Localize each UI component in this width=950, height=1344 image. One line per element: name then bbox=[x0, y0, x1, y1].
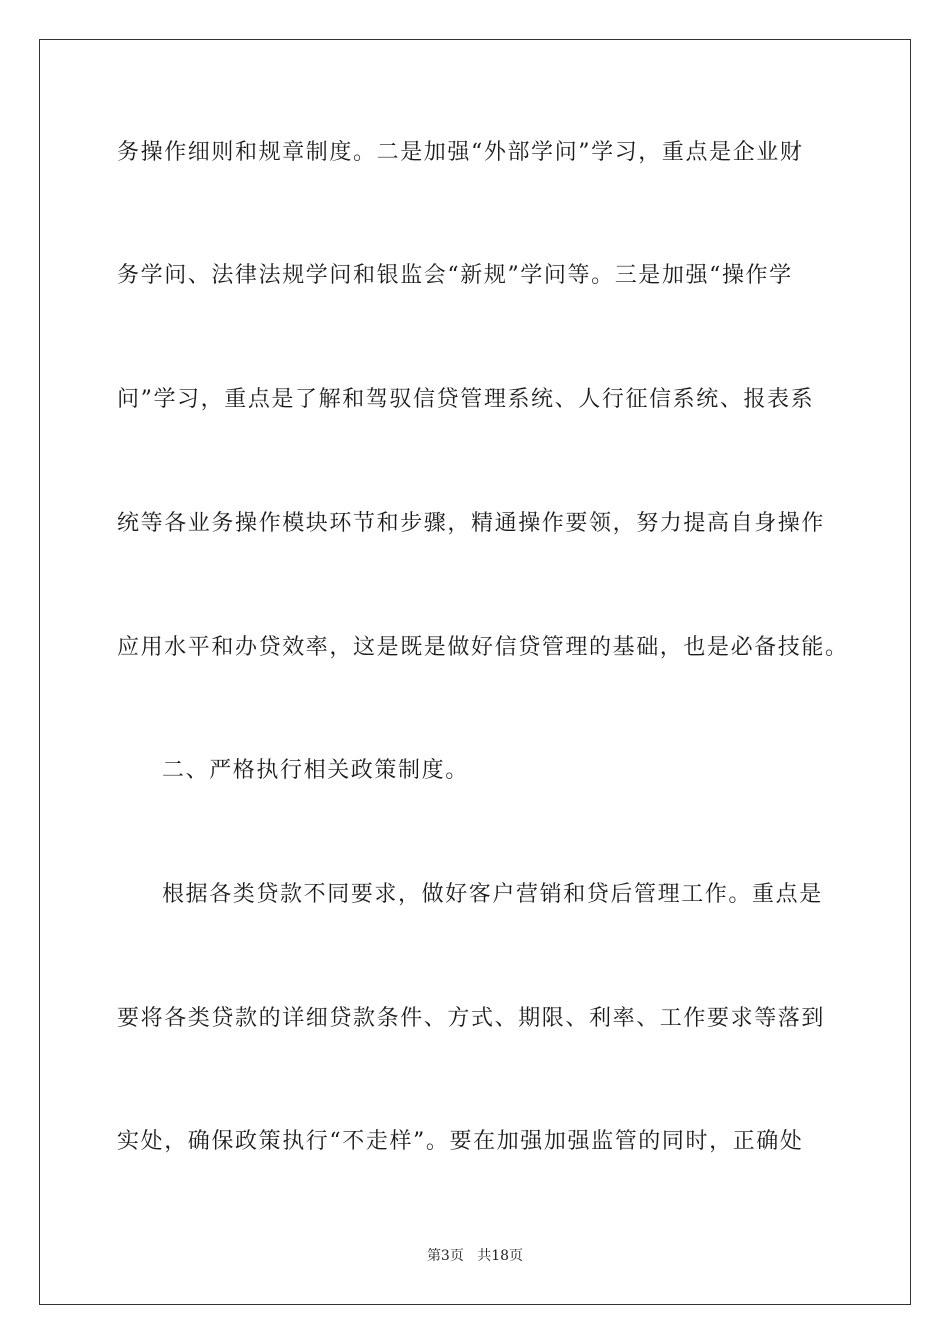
body-line-8: 要将各类贷款的详细贷款条件、方式、期限、利率、工作要求等落到 bbox=[117, 1006, 826, 1031]
body-line-3: 问”学习，重点是了解和驾驭信贷管理系统、人行征信系统、报表系 bbox=[117, 387, 815, 412]
body-line-4: 统等各业务操作模块环节和步骤，精通操作要领，努力提高自身操作 bbox=[117, 511, 826, 536]
body-line-7: 根据各类贷款不同要求，做好客户营销和贷后管理工作。重点是 bbox=[162, 882, 823, 907]
page-border bbox=[39, 39, 911, 1305]
body-line-2: 务学问、法律法规学问和银监会“新规”学问等。三是加强“操作学 bbox=[117, 263, 793, 288]
body-line-5: 应用水平和办贷效率，这是既是做好信贷管理的基础，也是必备技能。 bbox=[117, 635, 849, 660]
body-line-9: 实处，确保政策执行“不走样”。要在加强加强监管的同时，正确处 bbox=[117, 1129, 804, 1154]
section-heading: 二、严格执行相关政策制度。 bbox=[162, 758, 469, 783]
page-total: 共18页 bbox=[477, 1248, 524, 1264]
body-line-1: 务操作细则和规章制度。二是加强“外部学问”学习，重点是企业财 bbox=[117, 140, 804, 165]
page-number: 第3页 bbox=[426, 1248, 464, 1264]
page-footer bbox=[0, 1247, 950, 1265]
